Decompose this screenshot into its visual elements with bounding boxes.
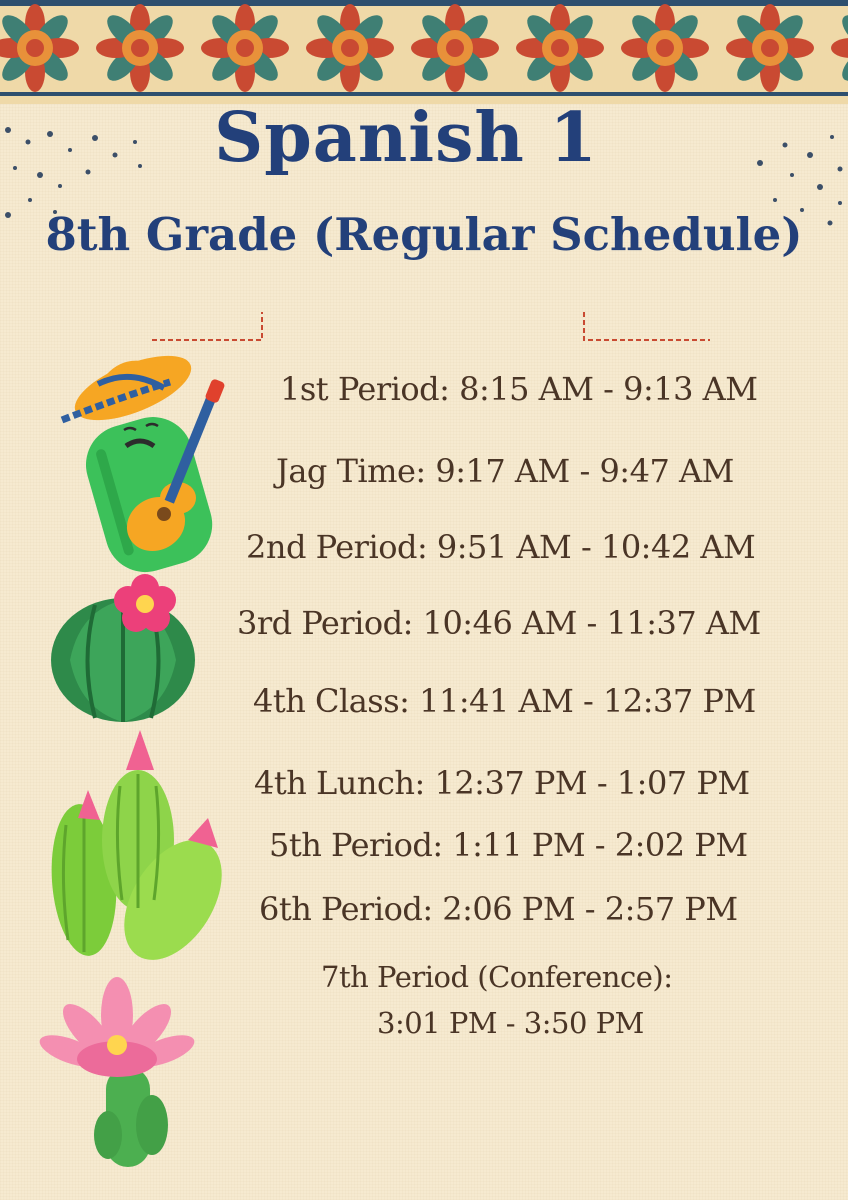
dashed-corner-right: [578, 310, 713, 345]
schedule-row: 4th Lunch: 12:37 PM - 1:07 PM: [254, 764, 750, 802]
schedule-row: 6th Period: 2:06 PM - 2:57 PM: [259, 890, 738, 928]
page-subtitle: 8th Grade (Regular Schedule): [45, 208, 803, 261]
schedule-row: 2nd Period: 9:51 AM - 10:42 AM: [246, 528, 756, 566]
schedule-row: 3:01 PM - 3:50 PM: [377, 1006, 644, 1040]
mariachi-cactus-icon: [48, 348, 238, 578]
border-flower-icon: [726, 4, 814, 92]
border-flower-icon: [516, 4, 604, 92]
page-title: Spanish 1: [214, 98, 598, 178]
floral-border: [0, 0, 848, 104]
border-flower-icon: [306, 4, 394, 92]
schedule-row: 1st Period: 8:15 AM - 9:13 AM: [280, 370, 758, 408]
prickly-cactus-icon: [48, 730, 228, 962]
border-flower-icon: [96, 4, 184, 92]
schedule-row: 5th Period: 1:11 PM - 2:02 PM: [269, 826, 748, 864]
schedule-row: Jag Time: 9:17 AM - 9:47 AM: [276, 452, 734, 490]
barrel-cactus-icon: [50, 570, 200, 725]
border-flower-icon: [621, 4, 709, 92]
border-flower-icon: [201, 4, 289, 92]
dashed-corner-left: [150, 310, 270, 345]
lotus-cactus-icon: [32, 975, 202, 1175]
schedule-row: 7th Period (Conference):: [321, 960, 673, 994]
border-flower-icon: [411, 4, 499, 92]
schedule-row: 4th Class: 11:41 AM - 12:37 PM: [253, 682, 756, 720]
schedule-row: 3rd Period: 10:46 AM - 11:37 AM: [237, 604, 761, 642]
